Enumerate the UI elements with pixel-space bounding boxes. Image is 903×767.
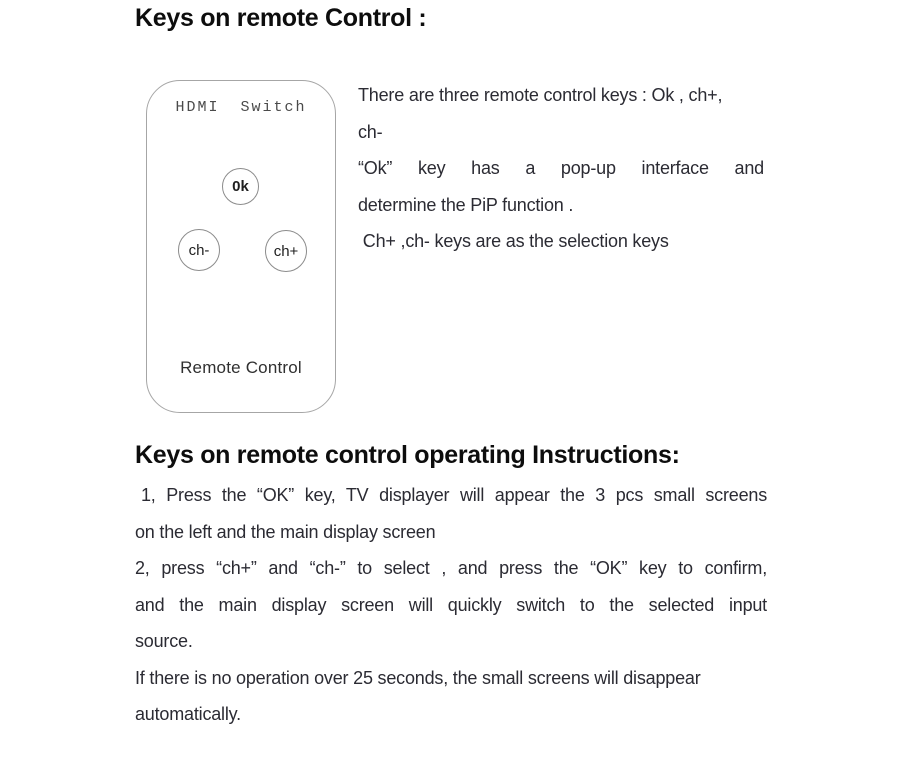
instruction-line-5: source. — [135, 631, 193, 651]
remote-control-caption: Remote Control — [180, 358, 302, 377]
page-title: Keys on remote Control : — [135, 4, 427, 32]
description-line-1: There are three remote control keys : Ok , ch+, — [358, 85, 723, 105]
ok-button: 0k — [222, 168, 259, 205]
instruction-line-3: 2, press “ch+” and “ch-” to select , and press the “OK” key to confirm, — [135, 558, 767, 578]
remote-control-diagram — [146, 80, 336, 413]
instruction-line-7: automatically. — [135, 704, 241, 724]
description-line-3: “Ok” key has a pop-up interface and — [358, 158, 764, 178]
instructions-title: Keys on remote control operating Instructions: — [135, 441, 680, 469]
instruction-line-4: and the main display screen will quickly switch to the selected input — [135, 594, 767, 615]
instruction-line-1: 1, Press the “OK” key, TV displayer will appear the 3 pcs small screens — [141, 485, 767, 505]
instruction-line-2: on the left and the main display screen — [135, 521, 436, 542]
ch-plus-button: ch+ — [265, 230, 307, 272]
instruction-line-6: If there is no operation over 25 seconds, the small screens will disappear — [135, 667, 701, 688]
description-line-4: determine the PiP function . — [358, 194, 574, 215]
description-line-5: Ch+ ,ch- keys are as the selection keys — [358, 231, 669, 251]
operating-instructions — [135, 477, 767, 733]
remote-keys-description — [358, 77, 764, 260]
ch-minus-button: ch- — [178, 229, 220, 271]
description-line-2: ch- — [358, 121, 383, 142]
remote-brand-label: HDMI Switch — [175, 99, 307, 116]
